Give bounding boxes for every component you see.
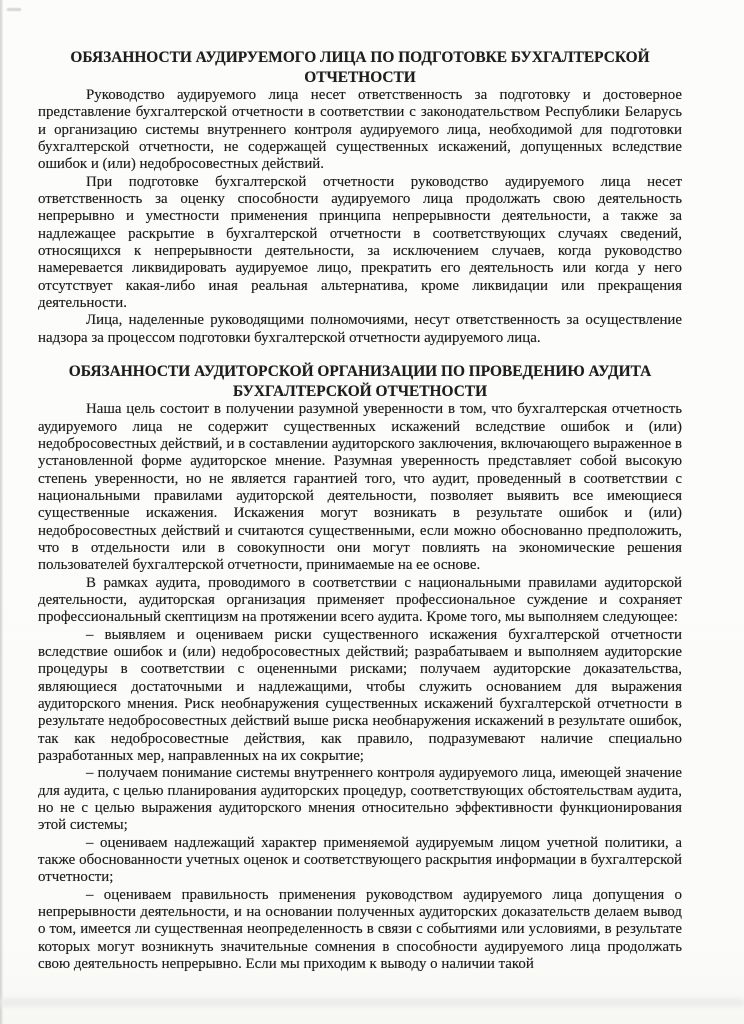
bullet-risk-assessment: – выявляем и оцениваем риски существенного искажения бухгалтерской отчетности вследствие ошибок и (или) недобросовестных действий; разрабатываем и выполняем аудиторские процедуры в соответствии с оцененными рисками; получаем аудиторские доказательства, являющиеся достаточными и надлежащими, чтобы служить основанием для выражения аудиторского мнения. Риск необнаружения существенных искажений бухгалтерской отчетности в результате недобросовестных действий выше риска необнаружения искажений в результате ошибок, так как недобросовестные действия, как правило, подразумевают наличие специально разработанных мер, направленных на их сокрытие;: [38, 626, 682, 765]
paragraph-professional-judgment: В рамках аудита, проводимого в соответствии с национальными правилами аудиторской деятельности, аудиторская организация применяет профессиональное суждение и сохраняет профессиональный скептицизм на протяжении всего аудита. Кроме того, мы выполняем следующее:: [38, 574, 682, 626]
scan-edge-artifact-bottom: [0, 998, 744, 1007]
scan-edge-artifact-left: [0, 0, 3, 1024]
bullet-going-concern-assessment: – оцениваем правильность применения руководством аудируемого лица допущения о непрерывности деятельности, и на основании полученных аудиторских доказательств делаем вывод о том, имеется ли существенная неопределенность в связи с событиями или условиями, в результате которых могут возникнуть значительные сомнения в способности аудируемого лица продолжать свою деятельность непрерывно. Если мы приходим к выводу о наличии такой: [38, 886, 682, 973]
section-heading-auditor-responsibilities: ОБЯЗАННОСТИ АУДИТОРСКОЙ ОРГАНИЗАЦИИ ПО ПРОВЕДЕНИЮ АУДИТА БУХГАЛТЕРСКОЙ ОТЧЕТНОСТИ: [68, 363, 652, 400]
paragraph-governance-oversight: Лица, наделенные руководящими полномочиями, несут ответственность за осуществление надзора за процессом подготовки бухгалтерской отчетности аудируемого лица.: [38, 312, 682, 346]
bullet-accounting-policies: – оцениваем надлежащий характер применяемой аудируемым лицом учетной политики, а также обоснованности учетных оценок и соответствующего раскрытия информации в бухгалтерской отчетности;: [38, 834, 682, 886]
bullet-internal-control: – получаем понимание системы внутреннего контроля аудируемого лица, имеющей значение для аудита, с целью планирования аудиторских процедур, соответствующих обстоятельствам аудита, но не с целью выражения аудиторского мнения относительно эффективности функционирования этой системы;: [38, 765, 682, 834]
paragraph-management-responsibility: Руководство аудируемого лица несет ответственность за подготовку и достоверное представление бухгалтерской отчетности в соответствии с законодательством Республики Беларусь и организацию системы внутреннего контроля аудируемого лица, необходимой для подготовки бухгалтерской отчетности, не содержащей существенных искажений, допущенных вследствие ошибок и (или) недобросовестных действий.: [38, 87, 682, 173]
document-content: [38, 48, 682, 974]
scan-speck: [7, 8, 21, 11]
paragraph-audit-objective: Наша цель состоит в получении разумной уверенности в том, что бухгалтерская отчетность аудируемого лица не содержит существенных искажений вследствие ошибок и (или) недобросовестных действий, и в составлении аудиторского заключения, включающего выраженное в установленной форме аудиторское мнение. Разумная уверенность представляет собой высокую степень уверенности, но не является гарантией того, что аудит, проведенный в соответствии с национальными правилами аудиторской деятельности, позволяет выявить все имеющиеся существенные искажения. Искажения могут возникать в результате ошибок и (или) недобросовестных действий и считаются существенными, если можно обоснованно предположить, что в отдельности или в совокупности они могут повлиять на экономические решения пользователей бухгалтерской отчетности, принимаемые на ее основе.: [38, 401, 682, 574]
section-heading-auditee-responsibilities: ОБЯЗАННОСТИ АУДИРУЕМОГО ЛИЦА ПО ПОДГОТОВКЕ БУХГАЛТЕРСКОЙ ОТЧЕТНОСТИ: [70, 49, 650, 86]
paragraph-going-concern-responsibility: При подготовке бухгалтерской отчетности руководство аудируемого лица несет ответственность за оценку способности аудируемого лица продолжать свою деятельность непрерывно и уместности применения принципа непрерывности деятельности, а также за надлежащее раскрытие в бухгалтерской отчетности в соответствующих случаях сведений, относящихся к непрерывности деятельности, за исключением случаев, когда руководство намеревается ликвидировать аудируемое лицо, прекратить его деятельность или когда у него отсутствует какая-либо иная реальная альтернатива, кроме ликвидации или прекращения деятельности.: [38, 173, 682, 312]
